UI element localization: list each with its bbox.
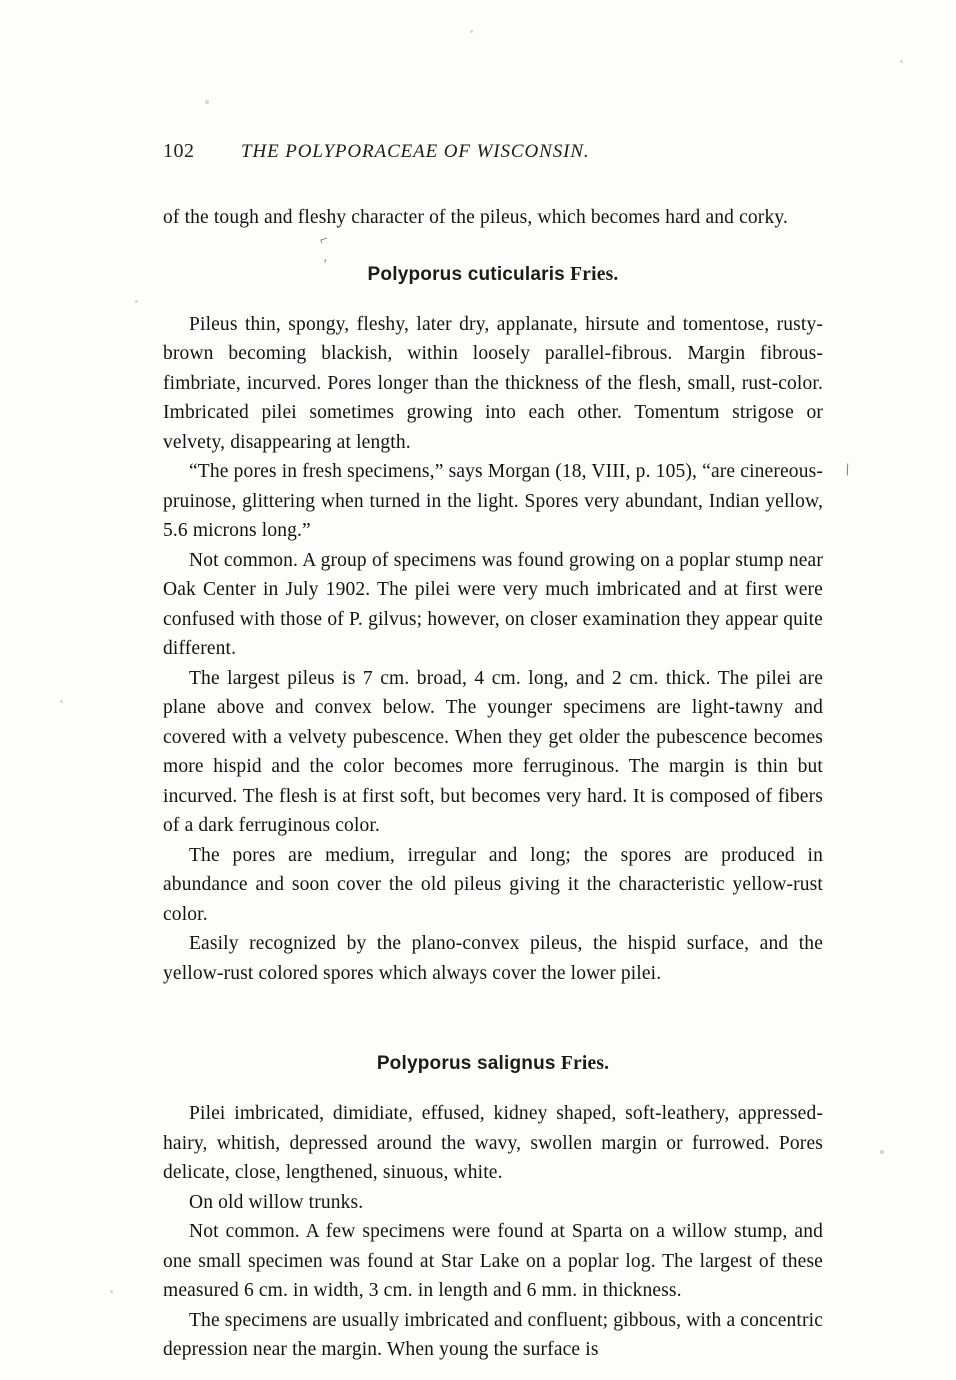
paper-speck xyxy=(470,30,473,33)
paper-speck xyxy=(135,300,138,303)
species-authority: Fries. xyxy=(560,1053,610,1074)
species-name: Polyporus cuticularis xyxy=(367,263,565,285)
species-authority: Fries. xyxy=(570,263,619,285)
species-heading-salignus xyxy=(163,1048,823,1079)
paragraph: Pilei imbricated, dimidiate, effused, kidney shaped, soft-leathery, appressed-hairy, whitish, depressed around the wavy, swollen margin or furrowed. Pores delicate, close, lengthened, sinuous, white. xyxy=(163,1103,823,1183)
paragraph: The specimens are usually imbricated and confluent; gibbous, with a concentric depression near the margin. When young the surface is xyxy=(163,1309,823,1360)
paper-speck xyxy=(880,1150,884,1154)
paragraph: Not common. A few specimens were found at Sparta on a willow stump, and one small specimen was found at Star Lake on a poplar log. The largest of these measured 6 cm. in width, 3 cm. in length and 6 mm. in thickness. xyxy=(163,1221,823,1301)
paper-speck xyxy=(110,1290,113,1293)
paper-speck xyxy=(60,700,63,703)
page-content xyxy=(163,140,823,1365)
paragraph: Not common. A group of specimens was found growing on a poplar stump near Oak Center in July 1902. The pilei were very much imbricated and at first were confused with those of P. gilvus; however, on closer examination they appear quite different. xyxy=(163,549,823,659)
paragraph: On old willow trunks. xyxy=(189,1191,364,1213)
species-heading-cuticularis xyxy=(163,259,823,290)
section-spacer xyxy=(163,988,823,1022)
page-title: THE POLYPORACEAE OF WISCONSIN. xyxy=(241,141,590,162)
paragraph: “The pores in fresh specimens,” says Morgan (18, VIII, p. 105), “are cinereous-pruinose, glittering when turned in the light. Spores very abundant, Indian yellow, 5.6 microns long.” xyxy=(163,461,823,541)
running-head xyxy=(163,140,823,163)
paper-speck xyxy=(900,60,903,63)
page-number: 102 xyxy=(163,140,195,162)
pencil-mark-icon: ⌐ xyxy=(317,231,331,249)
opening-paragraph: of the tough and fleshy character of the pileus, which becomes hard and corky. xyxy=(163,207,789,228)
paragraph: The pores are medium, irregular and long; the spores are produced in abundance and soon cover the old pileus giving it the characteristic yellow-rust color. xyxy=(163,844,823,925)
paragraph: The largest pileus is 7 cm. broad, 4 cm. long, and 2 cm. thick. The pilei are plane above and convex below. The younger specimens are light-tawny and covered with a velvety pubescence. When they get older the pubescence becomes more hispid and the color becomes more ferruginous. The margin is thin but incurved. The flesh is at first soft, but becomes very hard. It is composed of fibers of a dark ferruginous color. xyxy=(163,667,823,836)
species-name: Polyporus salignus xyxy=(376,1053,556,1074)
pencil-mark-secondary-icon: ’ xyxy=(323,256,328,271)
paragraph: Pileus thin, spongy, fleshy, later dry, applanate, hirsute and tomentose, rusty-brown becoming blackish, within loosely parallel-fibrous. Margin fibrous-fimbriate, incurved. Pores longer than the thickness of the flesh, small, rust-color. Imbricated pilei sometimes growing into each other. Tomentum strigose or velvety, disappearing at length. xyxy=(163,313,823,453)
margin-slash-mark-icon: \ xyxy=(841,459,854,480)
paragraph: Easily recognized by the plano-convex pileus, the hispid surface, and the yellow-rust colored spores which always cover the lower pilei. xyxy=(163,933,823,984)
paper-speck xyxy=(205,100,209,104)
